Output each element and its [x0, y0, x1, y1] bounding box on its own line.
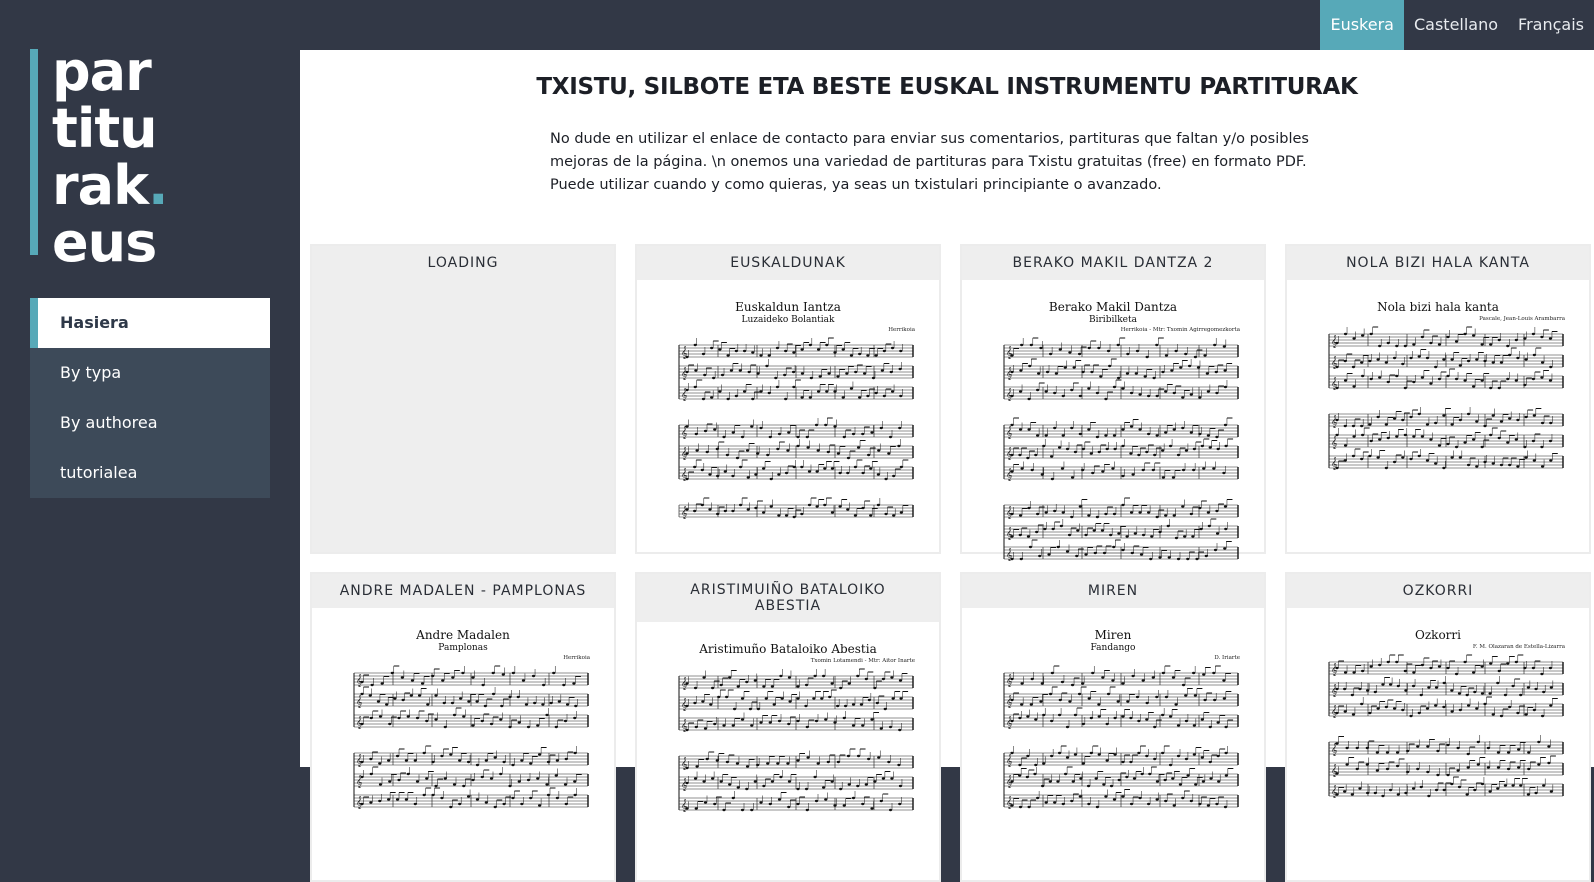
staff — [679, 460, 913, 481]
sheet-author: Txomin Lotamendi - Mtr: Aitor Inarte — [810, 658, 915, 664]
score-card-ozkorri[interactable] — [1285, 572, 1591, 882]
staff — [1004, 519, 1238, 540]
staff — [1004, 338, 1238, 359]
svg-text:𝄞: 𝄞 — [681, 468, 688, 481]
card-title: OZKORRI — [1287, 574, 1589, 608]
staff — [1329, 676, 1563, 697]
logo-line-2: titu — [52, 97, 157, 160]
card-title: LOADING — [312, 246, 614, 280]
svg-text:𝄞: 𝄞 — [356, 775, 363, 788]
sheet-music-preview — [657, 622, 919, 878]
sheet-author: Herrikoia - Mtr: Txomin Agirregomezkorta — [1120, 327, 1240, 333]
staff — [679, 791, 913, 812]
logo-wordmark — [52, 40, 168, 274]
sheet-subtitle: Pamplonas — [438, 643, 488, 653]
svg-text:𝄞: 𝄞 — [356, 695, 363, 708]
staff — [1004, 540, 1238, 561]
card-thumbnail — [637, 280, 939, 552]
svg-text:𝄞: 𝄞 — [1006, 548, 1013, 561]
card-thumbnail — [1287, 608, 1589, 880]
card-thumbnail — [1287, 280, 1589, 552]
logo-line-4: eus — [52, 211, 157, 274]
staff — [1329, 777, 1563, 798]
staff — [1329, 697, 1563, 718]
svg-text:𝄞: 𝄞 — [681, 677, 688, 690]
sheet-music-preview — [982, 280, 1244, 561]
staff — [679, 418, 913, 439]
lang-francais[interactable]: Français — [1518, 15, 1584, 34]
staff-notation — [332, 665, 594, 875]
svg-text:𝄞: 𝄞 — [1331, 356, 1338, 369]
staff — [679, 439, 913, 460]
staff — [354, 687, 588, 708]
sheet-author: F. M. Olazaran de Estella-Lizarra — [1472, 644, 1565, 650]
staff — [1004, 666, 1238, 687]
score-card-miren[interactable] — [960, 572, 1266, 882]
logo-accent-bar — [30, 49, 38, 255]
sheet-music-preview — [1307, 608, 1569, 864]
svg-text:𝄞: 𝄞 — [1006, 527, 1013, 540]
card-title: EUSKALDUNAK — [637, 246, 939, 280]
svg-text:𝄞: 𝄞 — [1006, 796, 1013, 809]
svg-text:𝄞: 𝄞 — [1006, 754, 1013, 767]
card-title: ANDRE MADALEN - PAMPLONAS — [312, 574, 614, 608]
sheet-subtitle: Fandango — [1090, 643, 1136, 653]
svg-text:𝄞: 𝄞 — [1331, 785, 1338, 798]
lang-euskera[interactable]: Euskera — [1320, 0, 1404, 50]
score-card-nola-bizi-hala-kanta[interactable] — [1285, 244, 1591, 554]
staff — [1329, 655, 1563, 676]
card-thumbnail — [637, 622, 939, 880]
sheet-music-preview — [1307, 280, 1569, 536]
svg-text:𝄞: 𝄞 — [681, 506, 688, 519]
staff — [1004, 498, 1238, 519]
staff — [1329, 449, 1563, 470]
staff — [1004, 746, 1238, 767]
score-card-andre-madalen[interactable] — [310, 572, 616, 882]
lang-castellano[interactable]: Castellano — [1413, 15, 1499, 34]
sheet-author: D. Iriarte — [1214, 655, 1240, 661]
svg-text:𝄞: 𝄞 — [1006, 716, 1013, 729]
staff — [679, 669, 913, 690]
language-switcher — [1320, 0, 1594, 50]
sheet-music-preview — [982, 608, 1244, 875]
sheet-music-preview — [657, 280, 919, 547]
staff-notation — [657, 668, 919, 878]
sheet-title: Euskaldun Iantza — [735, 300, 841, 314]
staff — [354, 746, 588, 767]
svg-text:𝄞: 𝄞 — [1006, 468, 1013, 481]
staff — [679, 690, 913, 711]
sheet-author: Herrikoia — [888, 327, 915, 333]
nav-item-tutorialea[interactable]: tutorialea — [60, 463, 138, 482]
staff — [1329, 407, 1563, 428]
card-title: NOLA BIZI HALA KANTA — [1287, 246, 1589, 280]
svg-text:𝄞: 𝄞 — [1331, 764, 1338, 777]
logo-line-3 — [52, 154, 168, 217]
staff — [1004, 767, 1238, 788]
svg-text:𝄞: 𝄞 — [356, 716, 363, 729]
staff — [679, 711, 913, 732]
main-content — [300, 50, 1594, 812]
svg-text:𝄞: 𝄞 — [1006, 346, 1013, 359]
staff — [679, 749, 913, 770]
sheet-author: Herrikoia — [563, 655, 590, 661]
staff — [1004, 380, 1238, 401]
svg-text:𝄞: 𝄞 — [1331, 663, 1338, 676]
svg-text:𝄞: 𝄞 — [1006, 426, 1013, 439]
svg-text:𝄞: 𝄞 — [1331, 743, 1338, 756]
score-card-berako-makil-dantza[interactable] — [960, 244, 1266, 561]
svg-text:𝄞: 𝄞 — [1331, 415, 1338, 428]
sheet-title: Ozkorri — [1415, 628, 1461, 642]
svg-text:𝄞: 𝄞 — [1006, 506, 1013, 519]
page-title: TXISTU, SILBOTE ETA BESTE EUSKAL INSTRUMENTU PARTITURAK — [536, 74, 1358, 100]
sheet-title: Nola bizi hala kanta — [1377, 300, 1499, 314]
staff — [1004, 790, 1238, 810]
score-card-aristimuino-bataloiko-abestia[interactable] — [635, 572, 941, 882]
svg-text:𝄞: 𝄞 — [681, 447, 688, 460]
staff — [354, 708, 588, 729]
staff — [1329, 735, 1563, 756]
svg-text:𝄞: 𝄞 — [356, 674, 363, 687]
staff — [1329, 348, 1563, 369]
staff — [1329, 369, 1563, 390]
nav-item-by-authorea[interactable]: By authorea — [60, 413, 158, 432]
staff — [1004, 462, 1238, 482]
card-title: MIREN — [962, 574, 1264, 608]
svg-text:𝄞: 𝄞 — [681, 426, 688, 439]
score-card-euskaldunak[interactable] — [635, 244, 941, 554]
logo-line-1: par — [52, 40, 151, 103]
svg-text:𝄞: 𝄞 — [681, 757, 688, 770]
svg-text:𝄞: 𝄞 — [681, 367, 688, 380]
staff-notation — [982, 337, 1244, 561]
svg-text:𝄞: 𝄞 — [1006, 447, 1013, 460]
sheet-subtitle: Luzaideko Bolantiak — [741, 315, 835, 325]
staff-notation — [982, 665, 1244, 875]
staff — [1004, 687, 1238, 708]
card-title: ARISTIMUIÑO BATALOIKO ABESTIA — [637, 574, 939, 622]
card-thumbnail — [962, 608, 1264, 880]
staff — [1329, 756, 1563, 777]
page-intro: No dude en utilizar el enlace de contacto para enviar sus comentarios, partituras que faltan y/o posibles mejoras de la página. \n onemos una variedad de partituras para Txistu gratuitas (free) en formato PDF. Puede utilizar cuando y como quieras, ya seas un txistulari principiante o avanzado. — [550, 131, 1309, 193]
nav-item-hasiera[interactable]: Hasiera — [30, 298, 270, 348]
staff — [354, 666, 588, 687]
site-logo[interactable] — [30, 40, 230, 274]
svg-text:𝄞: 𝄞 — [1006, 695, 1013, 708]
staff — [354, 788, 588, 809]
svg-text:𝄞: 𝄞 — [1331, 705, 1338, 718]
staff-notation — [1307, 654, 1569, 864]
svg-text:𝄞: 𝄞 — [681, 346, 688, 359]
svg-text:𝄞: 𝄞 — [1331, 436, 1338, 449]
card-thumbnail — [312, 608, 614, 880]
svg-text:𝄞: 𝄞 — [1006, 775, 1013, 788]
svg-text:𝄞: 𝄞 — [1331, 457, 1338, 470]
nav-item-by-typa[interactable]: By typa — [60, 363, 122, 382]
svg-text:𝄞: 𝄞 — [1331, 335, 1338, 348]
svg-text:𝄞: 𝄞 — [1331, 377, 1338, 390]
svg-text:𝄞: 𝄞 — [681, 778, 688, 791]
sheet-author: Pascale, Jean-Louis Arambarra — [1479, 316, 1565, 322]
sheet-title: Andre Madalen — [416, 628, 510, 642]
card-placeholder — [312, 280, 614, 552]
staff — [1329, 428, 1563, 449]
svg-text:𝄞: 𝄞 — [681, 388, 688, 401]
staff — [679, 338, 913, 359]
staff — [1004, 708, 1238, 729]
staff — [679, 380, 913, 401]
svg-text:𝄞: 𝄞 — [1331, 684, 1338, 697]
staff — [1004, 418, 1238, 439]
card-thumbnail — [962, 280, 1264, 561]
svg-text:𝄞: 𝄞 — [681, 799, 688, 812]
staff — [1329, 327, 1563, 348]
staff — [354, 767, 588, 788]
sheet-subtitle: Biribilketa — [1089, 315, 1137, 325]
logo-line-3-text: rak — [52, 154, 148, 217]
staff — [679, 359, 913, 380]
sheet-music-preview — [332, 608, 594, 875]
svg-text:𝄞: 𝄞 — [356, 796, 363, 809]
staff — [1004, 359, 1238, 380]
svg-text:𝄞: 𝄞 — [1006, 367, 1013, 380]
sidebar-nav — [30, 298, 270, 498]
logo-dot: . — [147, 154, 168, 217]
sheet-title: Miren — [1094, 628, 1132, 642]
staff-notation — [657, 337, 919, 547]
staff-notation — [1307, 326, 1569, 536]
staff — [679, 770, 913, 791]
sheet-title: Aristimuño Bataloiko Abestia — [699, 642, 877, 656]
staff — [1004, 439, 1238, 460]
score-card-loading[interactable] — [310, 244, 616, 554]
svg-text:𝄞: 𝄞 — [681, 719, 688, 732]
svg-text:𝄞: 𝄞 — [1006, 388, 1013, 401]
staff — [679, 498, 913, 519]
svg-text:𝄞: 𝄞 — [356, 754, 363, 767]
svg-text:𝄞: 𝄞 — [681, 698, 688, 711]
sheet-title: Berako Makil Dantza — [1048, 300, 1178, 314]
card-title: BERAKO MAKIL DANTZA 2 — [962, 246, 1264, 280]
svg-text:𝄞: 𝄞 — [1006, 674, 1013, 687]
